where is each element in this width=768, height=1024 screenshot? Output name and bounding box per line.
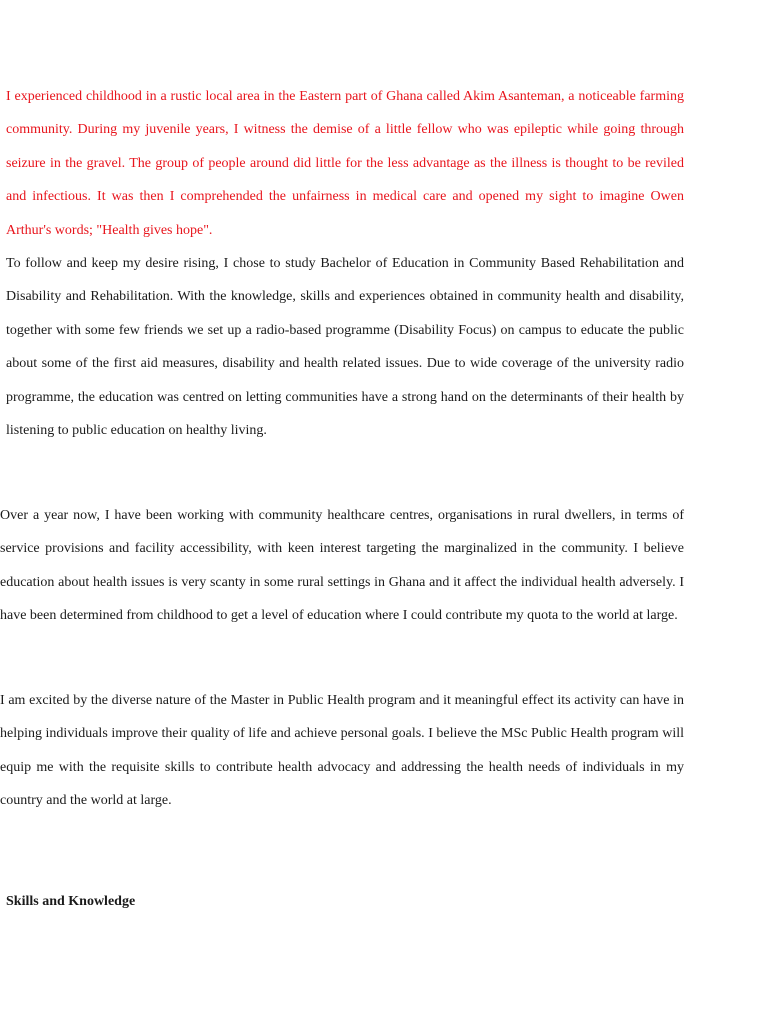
paragraph-work-experience: Over a year now, I have been working with community healthcare centres, organisations in rural dwellers, in terms of service provisions and facility accessibility, with keen interest targeting the marginalized in the community. I believe education about health issues is very scanty in some rural settings in Ghana and it affect the individual health adversely. I have been determined from childhood to get a level of education where I could contribute my quota to the world at large. bbox=[0, 508, 684, 624]
paragraph-childhood: I experienced childhood in a rustic local area in the Eastern part of Ghana called Akim Asanteman, a noticeable farming community. During my juvenile years, I witness the demise of a little fellow who was epileptic while going through seizure in the gravel. The group of people around did little for the less advantage as the illness is thought to be reviled and infectious. It was then I comprehended the unfairness in medical care and opened my sight to imagine Owen Arthur's words; "Health gives hope". bbox=[6, 89, 684, 238]
paragraph-education: To follow and keep my desire rising, I chose to study Bachelor of Education in Community Based Rehabilitation and Disability and Rehabilitation. With the knowledge, skills and experiences obtained in community health and disability, together with some few friends we set up a radio-based programme (Disability Focus) on campus to educate the public about some of the first aid measures, disability and health related issues. Due to wide coverage of the university radio programme, the education was centred on letting communities have a strong hand on the determinants of their health by listening to public education on healthy living. bbox=[6, 256, 684, 439]
section-heading-skills: Skills and Knowledge bbox=[6, 894, 136, 909]
paragraph-motivation: I am excited by the diverse nature of the Master in Public Health program and it meaningful effect its activity can have in helping individuals improve their quality of life and achieve personal goals. I believe the MSc Public Health program will equip me with the requisite skills to contribute health advocacy and addressing the health needs of individuals in my country and the world at large. bbox=[0, 693, 684, 809]
